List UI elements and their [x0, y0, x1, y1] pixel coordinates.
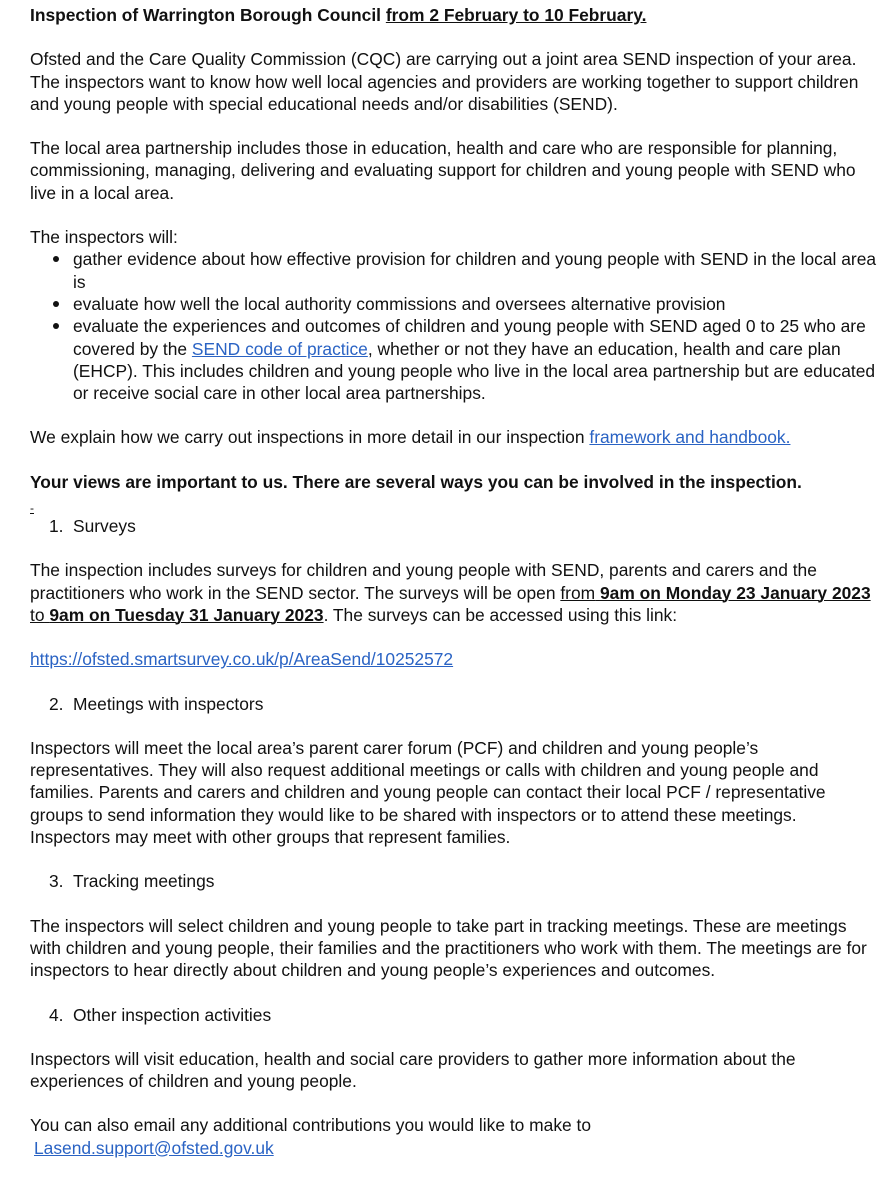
inspectors-will-list [30, 248, 880, 404]
bullet-item: evaluate how well the local authority commissions and oversees alternative provision [73, 293, 880, 315]
surveys-text-after: . The surveys can be accessed using this link: [323, 604, 678, 625]
views-heading: Your views are important to us. There are several ways you can be involved in the inspection. [30, 471, 802, 492]
section-heading-other [30, 1004, 880, 1026]
section-number: 3. [49, 871, 64, 892]
survey-link[interactable]: https://ofsted.smartsurvey.co.uk/p/AreaSend/10252572 [30, 649, 454, 670]
inspectors-will-lead: The inspectors will: [30, 227, 178, 248]
page-title [30, 4, 880, 26]
surveys-end-time: 9am on Tuesday 31 January 2023 [49, 604, 324, 625]
bullet-item: gather evidence about how effective provision for children and young people with SEND in the local area is [73, 248, 880, 293]
tracking-paragraph: The inspectors will select children and young people to take part in tracking meetings. These are meetings with children and young people, their families and the practitioners who work with them. The meetings are for inspectors to hear directly about children and young people’s experiences and outcomes. [30, 915, 867, 981]
explain-paragraph [30, 426, 880, 448]
send-code-of-practice-link[interactable]: SEND code of practice [191, 338, 368, 359]
section-heading-text: Surveys [73, 516, 136, 537]
bullet-text: , whether or not they have an education, health and care plan (EHCP). This includes children and young people who live in the local area partnership but are educated or receive social care in other local area partnerships. [73, 338, 876, 404]
title-text: Inspection of Warrington Borough Council [30, 5, 386, 25]
partnership-paragraph: The local area partnership includes those in education, health and care who are responsible for planning, commissioning, managing, delivering and evaluating support for children and young people with SEND who live in a local area. [30, 138, 856, 203]
section-heading-text: Tracking meetings [73, 871, 215, 892]
section-number: 1. [49, 516, 64, 537]
surveys-paragraph [30, 559, 880, 626]
surveys-to: to [30, 604, 45, 625]
email-link[interactable]: Lasend.support@ofsted.gov.uk [34, 1137, 274, 1158]
closing-text: You can also email any additional contributions you would like to make to [30, 1115, 592, 1136]
framework-handbook-link[interactable]: framework and handbook. [589, 427, 791, 448]
section-number: 2. [49, 693, 64, 714]
stray-mark: - [30, 501, 34, 516]
section-number: 4. [49, 1004, 64, 1025]
surveys-start-time: 9am on Monday 23 January 2023 [599, 582, 871, 603]
section-heading-meetings [30, 693, 880, 715]
title-dates: from 2 February to 10 February. [385, 5, 647, 25]
section-heading-tracking [30, 870, 880, 892]
intro-paragraph: Ofsted and the Care Quality Commission (CQC) are carrying out a joint area SEND inspection of your area. The inspectors want to know how well local agencies and providers are working together to support children and young people with special educational needs and/or disabilities (SEND). [30, 49, 859, 114]
bullet-item [73, 315, 880, 404]
surveys-text: The inspection includes surveys for children and young people with SEND, parents and carers and the practitioners who work in the SEND sector. The surveys will be open [30, 560, 817, 603]
meetings-paragraph: Inspectors will meet the local area’s parent carer forum (PCF) and children and young people’s representatives. They will also request additional meetings or calls with children and young people and families. Parents and carers and children and young people can contact their local PCF / representative groups to send information they would like to be shared with inspectors or to attend these meetings. Inspectors may meet with other groups that represent families. [30, 737, 826, 848]
inspectors-will-block [30, 226, 880, 404]
bullet-text: evaluate the experiences and outcomes of children and young people with SEND aged 0 to 25 who are covered by the [73, 316, 866, 359]
explain-text: We explain how we carry out inspections in more detail in our inspection [30, 427, 590, 448]
section-heading-surveys [30, 515, 880, 537]
section-heading-text: Other inspection activities [73, 1004, 272, 1025]
email-line [30, 1137, 880, 1159]
survey-link-line [30, 648, 880, 670]
document-page [30, 4, 880, 1159]
section-heading-text: Meetings with inspectors [73, 693, 264, 714]
surveys-from: from [560, 582, 596, 603]
other-activities-paragraph: Inspectors will visit education, health and social care providers to gather more information about the experiences of children and young people. [30, 1048, 796, 1092]
